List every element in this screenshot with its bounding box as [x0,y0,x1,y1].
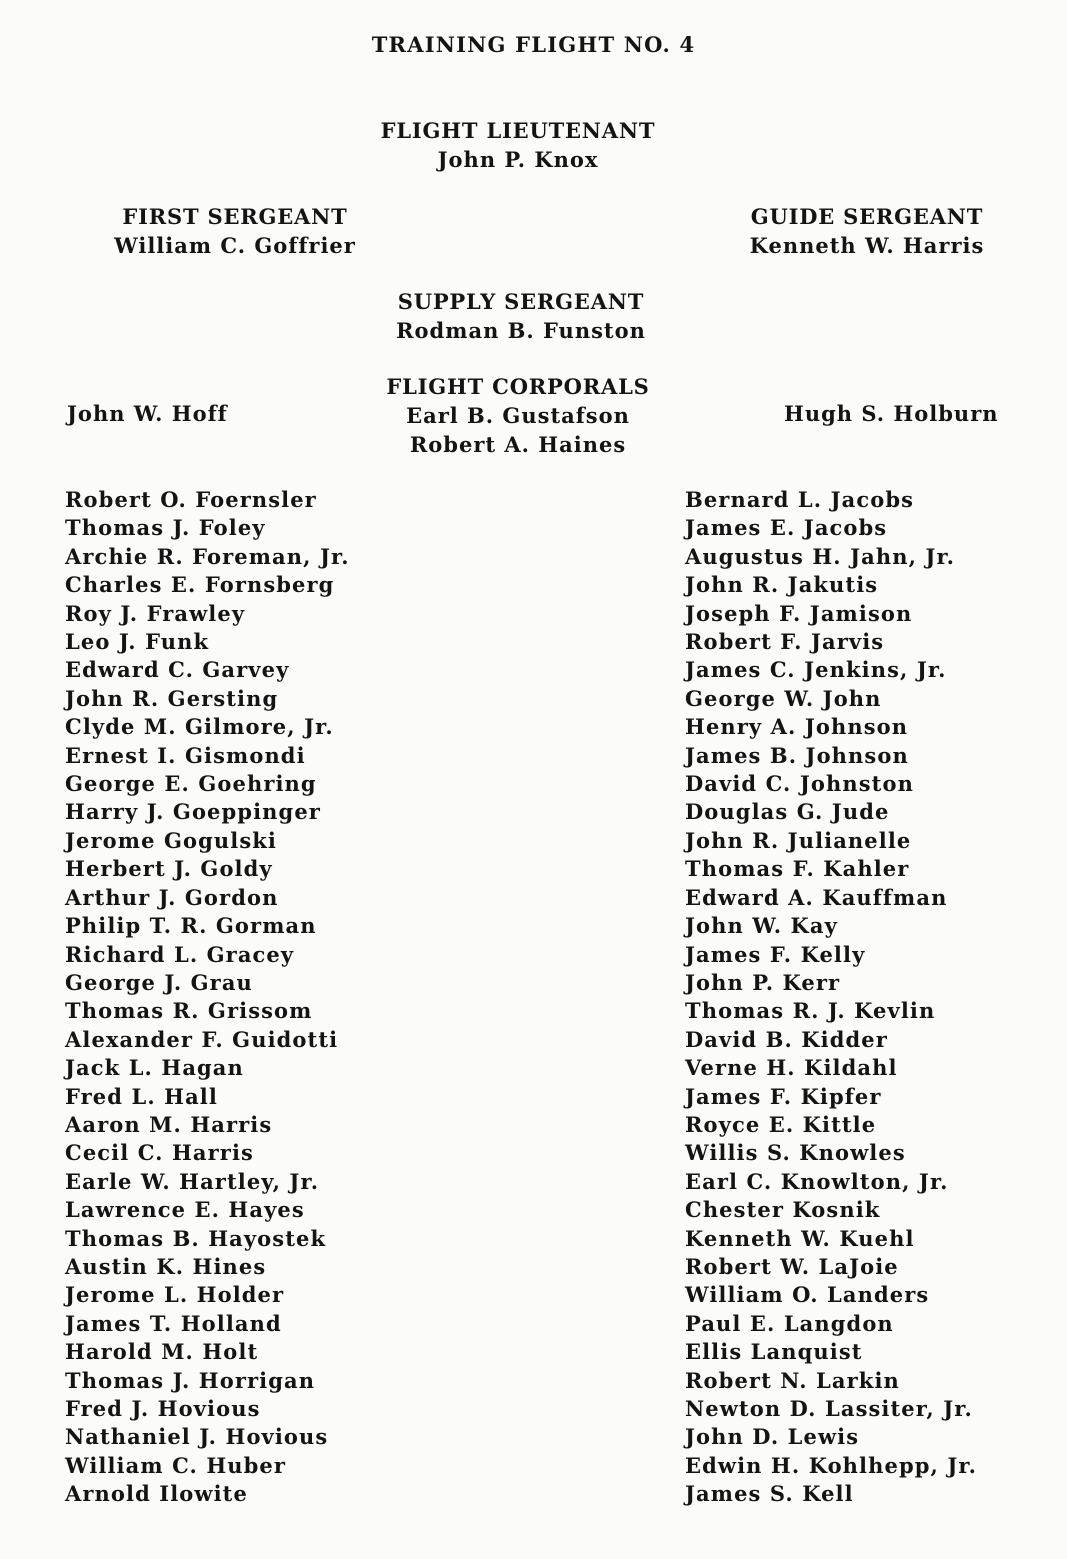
roster-name: James F. Kelly [685,941,866,967]
roster-name: Jerome Gogulski [65,827,277,853]
roster-name: Thomas R. J. Kevlin [685,998,936,1024]
roster-name: Jerome L. Holder [65,1282,285,1308]
roster-name: Earl C. Knowlton, Jr. [685,1168,949,1194]
roster-name: James B. Johnson [685,742,909,768]
flight-lieutenant-title: FLIGHT LIEUTENANT [380,118,656,143]
roster-name: Newton D. Lassiter, Jr. [685,1396,973,1421]
roster-name: Herbert J. Goldy [65,856,273,882]
roster-name: James S. Kell [685,1481,854,1507]
roster-name: Kenneth W. Kuehl [685,1225,915,1251]
roster-name: Leo J. Funk [65,629,210,655]
page-title: TRAINING FLIGHT NO. 4 [371,32,696,57]
roster-name: John R. Jakutis [685,572,879,598]
roster-left-column [65,486,350,1509]
roster-right-column [685,486,977,1509]
roster-name: James T. Holland [65,1310,282,1336]
roster-name: Ellis Lanquist [685,1339,863,1365]
roster-name: Harold M. Holt [65,1339,259,1365]
roster-name: Thomas F. Kahler [685,856,910,882]
roster-name: David C. Johnston [685,771,914,797]
flight-corporal-left: John W. Hoff [67,401,228,426]
roster-name: Thomas J. Horrigan [65,1367,316,1393]
roster-name: Bernard L. Jacobs [685,487,915,512]
roster-name: Arnold Ilowite [65,1481,248,1507]
roster-name: Chester Kosnik [685,1197,881,1223]
roster-name: George J. Grau [65,969,253,995]
roster-name: John D. Lewis [685,1424,860,1450]
roster-name: Henry A. Johnson [685,714,909,740]
roster-name: John R. Gersting [65,685,279,711]
flight-corporals-block [348,372,688,459]
roster-name: Nathaniel J. Hovious [65,1424,329,1450]
roster-name: David B. Kidder [685,1026,888,1052]
roster-name: George E. Goehring [65,771,317,797]
roster-name: Edward A. Kauffman [685,884,948,910]
roster-name: Robert F. Jarvis [685,629,885,655]
flight-corporal-name: Robert A. Haines [409,432,627,457]
guide-sergeant-block [727,202,1007,260]
flight-corporal-name: Earl B. Gustafson [406,403,630,428]
flight-lieutenant-block [333,116,703,174]
roster-name: Alexander F. Guidotti [65,1026,339,1052]
roster-name: Douglas G. Jude [685,799,890,825]
roster-name: John R. Julianelle [685,827,912,853]
roster-name: Verne H. Kildahl [685,1055,898,1081]
supply-sergeant-name: Rodman B. Funston [396,318,646,343]
roster-name: Roy J. Frawley [65,600,246,626]
supply-sergeant-block [360,287,682,345]
roster-name: Earle W. Hartley, Jr. [65,1168,320,1194]
roster-name: Willis S. Knowles [685,1140,906,1166]
roster-name: James C. Jenkins, Jr. [685,657,947,683]
roster-name: Jack L. Hagan [65,1055,244,1081]
roster-name: Augustus H. Jahn, Jr. [685,543,956,569]
roster-name: Fred L. Hall [65,1083,218,1109]
roster-name: William C. Huber [65,1452,287,1478]
roster-name: Ernest I. Gismondi [65,742,306,768]
roster-name: Arthur J. Gordon [65,884,279,910]
roster-name: Austin K. Hines [65,1253,267,1279]
roster-name: Richard L. Gracey [65,941,295,967]
roster-name: Thomas R. Grissom [65,998,313,1024]
roster-name: Cecil C. Harris [65,1140,254,1166]
roster-name: Charles E. Fornsberg [65,572,335,598]
roster-name: Thomas B. Hayostek [65,1225,327,1251]
guide-sergeant-name: Kenneth W. Harris [749,233,985,258]
roster-name: Lawrence E. Hayes [65,1197,305,1223]
roster-name: Royce E. Kittle [685,1111,877,1137]
roster-name: John P. Kerr [685,969,841,995]
first-sergeant-title: FIRST SERGEANT [122,204,348,229]
flight-corporal-right: Hugh S. Holburn [784,401,999,426]
flight-corporals-title: FLIGHT CORPORALS [386,374,650,399]
roster-name: James F. Kipfer [685,1083,882,1109]
roster-name: George W. John [685,685,882,711]
supply-sergeant-title: SUPPLY SERGEANT [397,289,645,314]
roster-name: Philip T. R. Gorman [65,913,317,939]
roster-name: Robert N. Larkin [685,1367,900,1393]
roster-name: Fred J. Hovious [65,1396,261,1421]
roster-name: Archie R. Foreman, Jr. [65,543,350,569]
flight-lieutenant-name: John P. Knox [437,147,599,172]
roster-name: John W. Kay [685,913,838,939]
roster-name: William O. Landers [685,1282,930,1308]
roster-name: Paul E. Langdon [685,1310,894,1336]
roster-name: Thomas J. Foley [65,515,266,541]
guide-sergeant-title: GUIDE SERGEANT [750,204,984,229]
first-sergeant-name: William C. Goffrier [114,233,356,258]
roster-name: Edward C. Garvey [65,657,290,683]
roster-name: Joseph F. Jamison [685,600,913,626]
roster-name: Edwin H. Kohlhepp, Jr. [685,1452,978,1478]
roster-name: James E. Jacobs [685,515,888,541]
first-sergeant-block [90,202,380,260]
roster-name: Robert O. Foernsler [65,487,317,512]
roster-name: Aaron M. Harris [65,1111,273,1137]
roster-name: Clyde M. Gilmore, Jr. [65,714,334,740]
roster-name: Robert W. LaJoie [685,1253,899,1279]
roster-name: Harry J. Goeppinger [65,799,321,825]
